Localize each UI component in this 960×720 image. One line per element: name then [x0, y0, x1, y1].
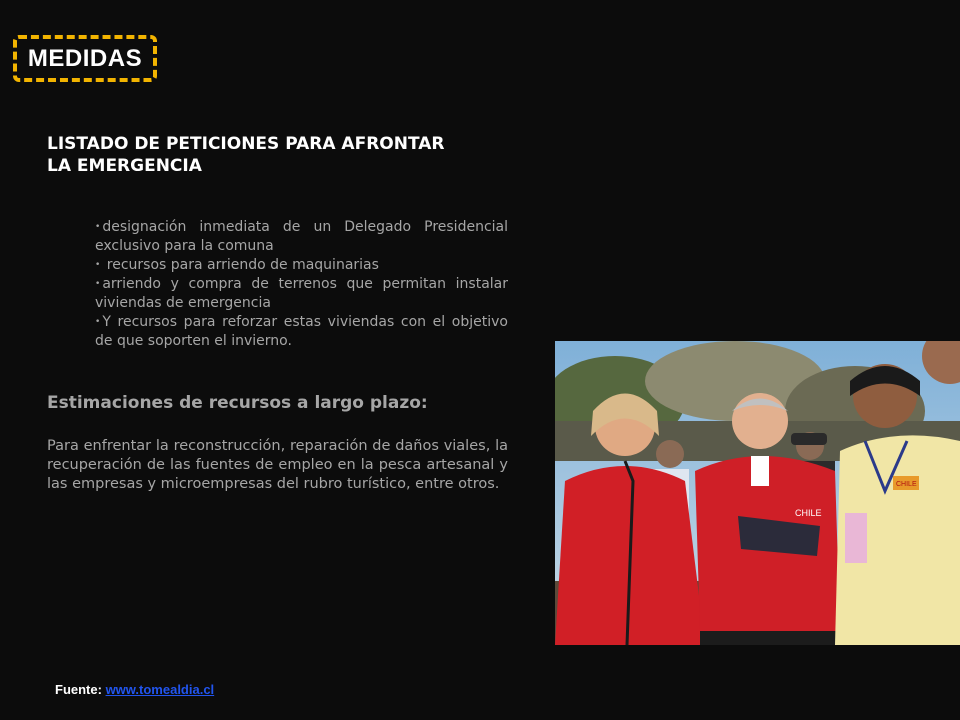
- section-heading: [47, 133, 517, 177]
- event-photo: [555, 341, 960, 645]
- shirt-logo-text: CHILE: [896, 481, 917, 488]
- man-trousers: [700, 631, 840, 645]
- bullet-icon: •: [95, 279, 101, 289]
- source-label: Fuente:: [55, 682, 106, 697]
- list-item: [95, 256, 508, 275]
- list-item-text: arriendo y compra de terrenos que permitan instalar viviendas de emergencia: [95, 276, 508, 311]
- bystander-head: [656, 440, 684, 468]
- list-item-text: Y recursos para reforzar estas viviendas con el objetivo de que soporten el invierno.: [95, 314, 508, 349]
- source-credit: [55, 682, 214, 697]
- list-item-text: recursos para arriendo de maquinarias: [102, 257, 379, 273]
- badge-label: MEDIDAS: [27, 44, 143, 72]
- bullet-icon: •: [95, 260, 101, 270]
- photo-illustration: [555, 341, 960, 645]
- list-item: [95, 275, 508, 313]
- heading-line-1: LISTADO DE PETICIONES PARA AFRONTAR: [47, 134, 445, 154]
- source-link[interactable]: www.tomealdia.cl: [105, 682, 215, 697]
- bullet-icon: •: [95, 317, 101, 327]
- vest-logo-text: CHILE: [795, 508, 822, 518]
- list-item-text: designación inmediata de un Delegado Presidencial exclusivo para la comuna: [95, 219, 508, 254]
- heading-line-2: LA EMERGENCIA: [47, 156, 202, 176]
- id-badge: [845, 513, 867, 563]
- long-term-heading: Estimaciones de recursos a largo plazo:: [47, 393, 428, 413]
- cap: [791, 433, 827, 445]
- petition-list: [95, 218, 508, 351]
- bullet-icon: •: [95, 222, 101, 232]
- list-item: [95, 313, 508, 351]
- list-item: [95, 218, 508, 256]
- man-shirt-collar: [751, 456, 769, 486]
- title-badge: [13, 35, 157, 82]
- long-term-paragraph: Para enfrentar la reconstrucción, reparación de daños viales, la recuperación de las fuentes de empleo en la pesca artesanal y las empresas y microempresas del rubro turístico, entre otros.: [47, 438, 508, 492]
